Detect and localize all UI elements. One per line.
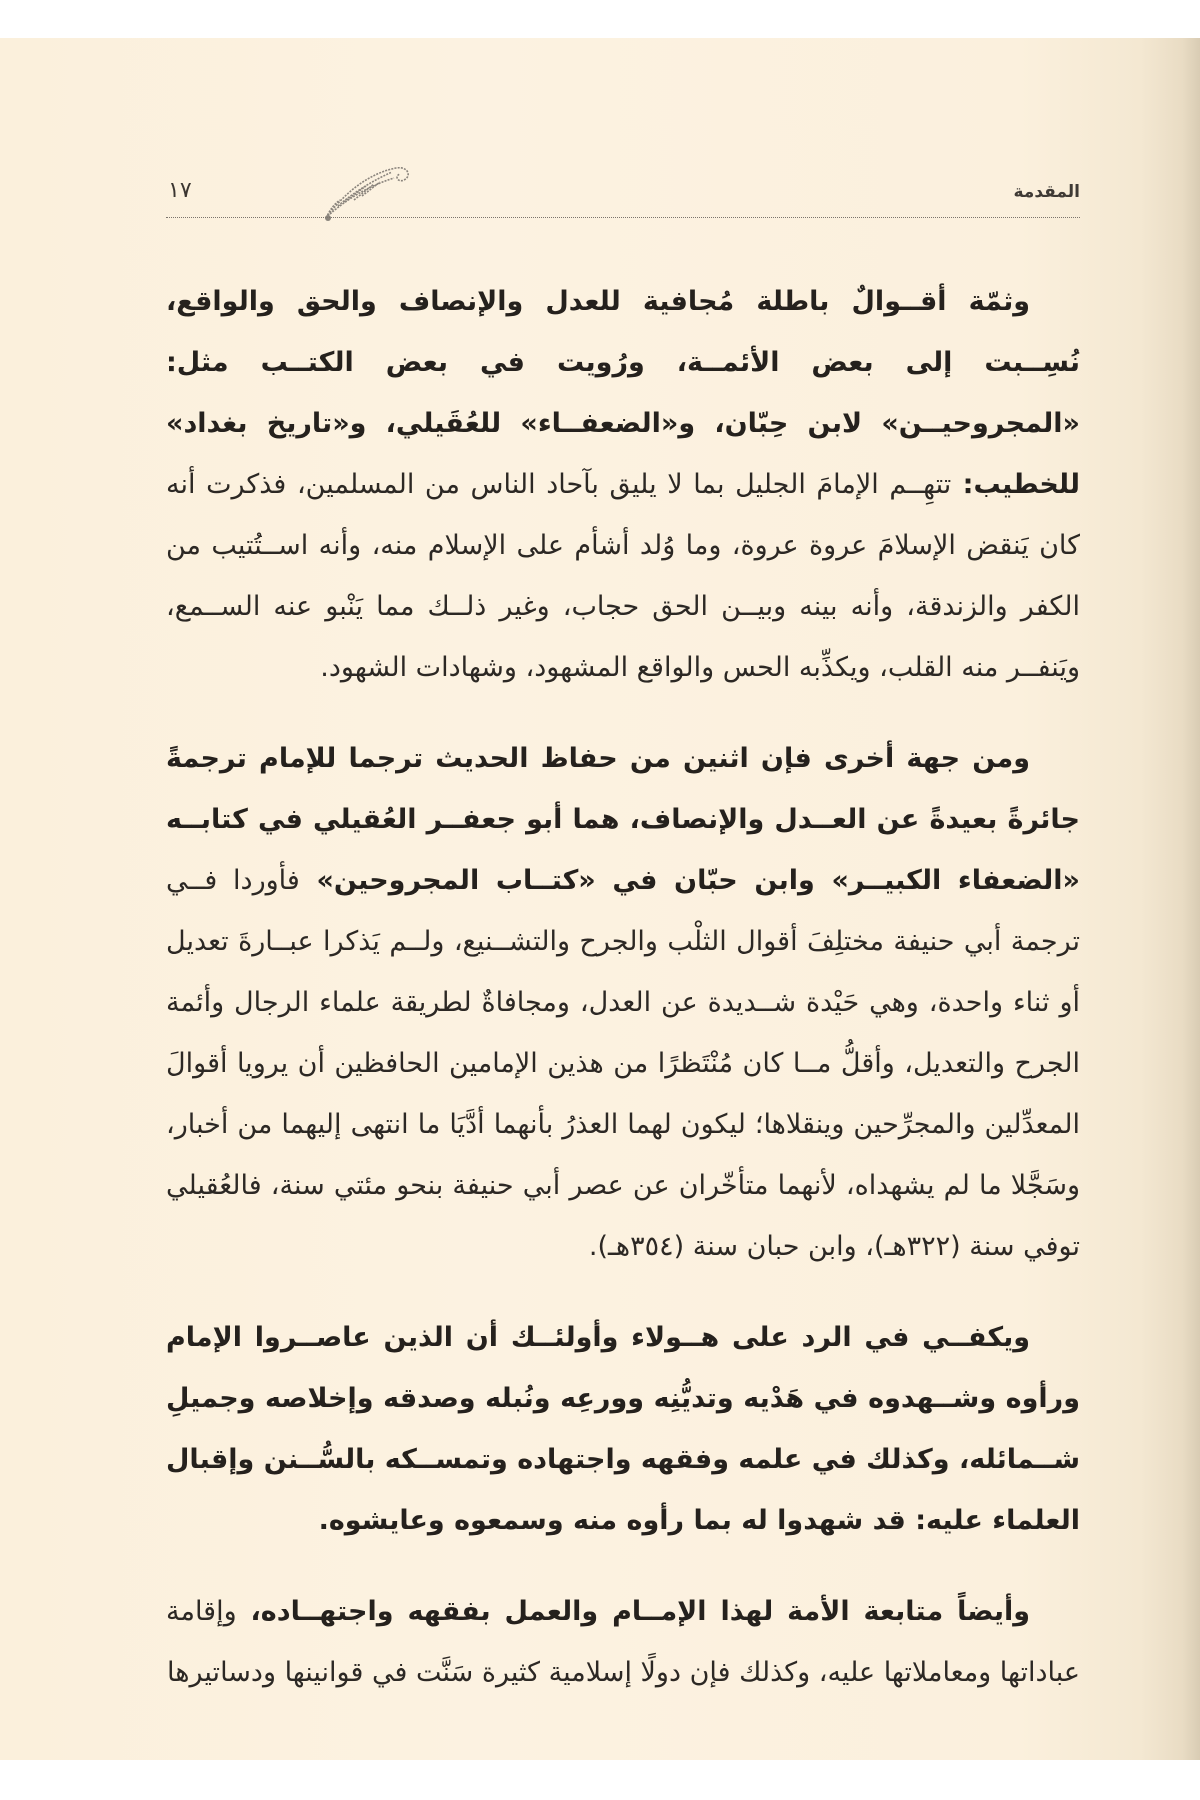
header-rule xyxy=(166,217,1080,218)
book-page xyxy=(0,38,1200,1760)
paragraph-4 xyxy=(166,1581,1080,1703)
paragraph-text: فأوردا فــي ترجمة أبي حنيفة مختلِفَ أقوال الثلْب والجرح والتشــنيع، ولــم يَذكرا عبــارةَ تعديل أو ثناء واحدة، وهي حَيْدة شــديدة عن العدل، ومجافاةٌ لطريقة علماء الرجال وأئمة الجرح والتعديل، وأقلُّ مــا كان مُنْتَظرًا من هذين الإمامين الحافظين أن يرويا أقوالَ المعدِّلين والمجرِّحين وينقلاها؛ ليكون لهما العذرُ بأنهما أدَّيَا ما انتهى إليهما من أخبار، وسَجَّلا ما لم يشهداه، لأنهما متأخّران عن عصر أبي حنيفة بنحو مئتي سنة، فالعُقيلي توفي سنة (٣٢٢هـ)، وابن حبان سنة (٣٥٤هـ). xyxy=(166,865,1080,1262)
chapter-title: المقدمة xyxy=(1013,182,1080,202)
paragraph-text-bold: ويكفــي في الرد على هــولاء وأولئــك أن الذين عاصــروا الإمام ورأوه وشــهدوه في هَدْيه وتديُّنِه وورعِه ونُبله وصدقه وإخلاصه وجميلِ شــمائله، وكذلك في علمه وفقهه واجتهاده وتمســكه بالسُّــنن وإقبال العلماء عليه: قد شهدوا له بما رأوه منه وسمعوه وعايشوه. xyxy=(166,1322,1080,1536)
paragraph-text: تتهِــم الإمامَ الجليل بما لا يليق بآحاد الناس من المسلمين، فذكرت أنه كان يَنقض الإسلامَ عروة عروة، وما وُلد أشأم على الإسلام منه، وأنه اســتُتيب من الكفر والزندقة، وأنه بينه وبيــن الحق حجاب، وغير ذلــك مما يَنْبو عنه الســمع، ويَنفــر منه القلب، ويكذِّبه الحس والواقع المشهود، وشهادات الشهود. xyxy=(166,469,1080,683)
feather-quill-icon xyxy=(314,156,414,222)
page-number: ١٧ xyxy=(168,178,192,203)
paragraph-2 xyxy=(166,728,1080,1277)
paragraph-1 xyxy=(166,271,1080,698)
paragraph-3 xyxy=(166,1307,1080,1551)
paragraph-text-bold: وأيضاً متابعة الأمة لهذا الإمــام والعمل بفقهه واجتهــاده، xyxy=(236,1596,1030,1627)
running-header xyxy=(166,138,1080,220)
body-text xyxy=(166,271,1080,1703)
paragraph-text-bold: وثمّة أقــوالٌ باطلة مُجافية للعدل والإنصاف والحق والواقع، نُسِــبت إلى بعض الأئمــة، ورُويت في بعض الكتــب مثل: «المجروحيــن» لابن حِبّان، و«الضعفــاء» للعُقَيلي، و«تاريخ بغداد» للخطيب: xyxy=(166,286,1080,500)
paragraph-text: وإقامة عباداتها ومعاملاتها عليه، وكذلك فإن دولًا إسلامية كثيرة سَنَّت في قوانينها ودساتيرها xyxy=(166,1596,1080,1688)
paragraph-text-bold: ومن جهة أخرى فإن اثنين من حفاظ الحديث ترجما للإمام ترجمةً جائرةً بعيدةً عن العــدل والإنصاف، هما أبو جعفــر العُقيلي في كتابــه «الضعفاء الكبيــر» وابن حبّان في «كتــاب المجروحين» xyxy=(166,743,1080,896)
